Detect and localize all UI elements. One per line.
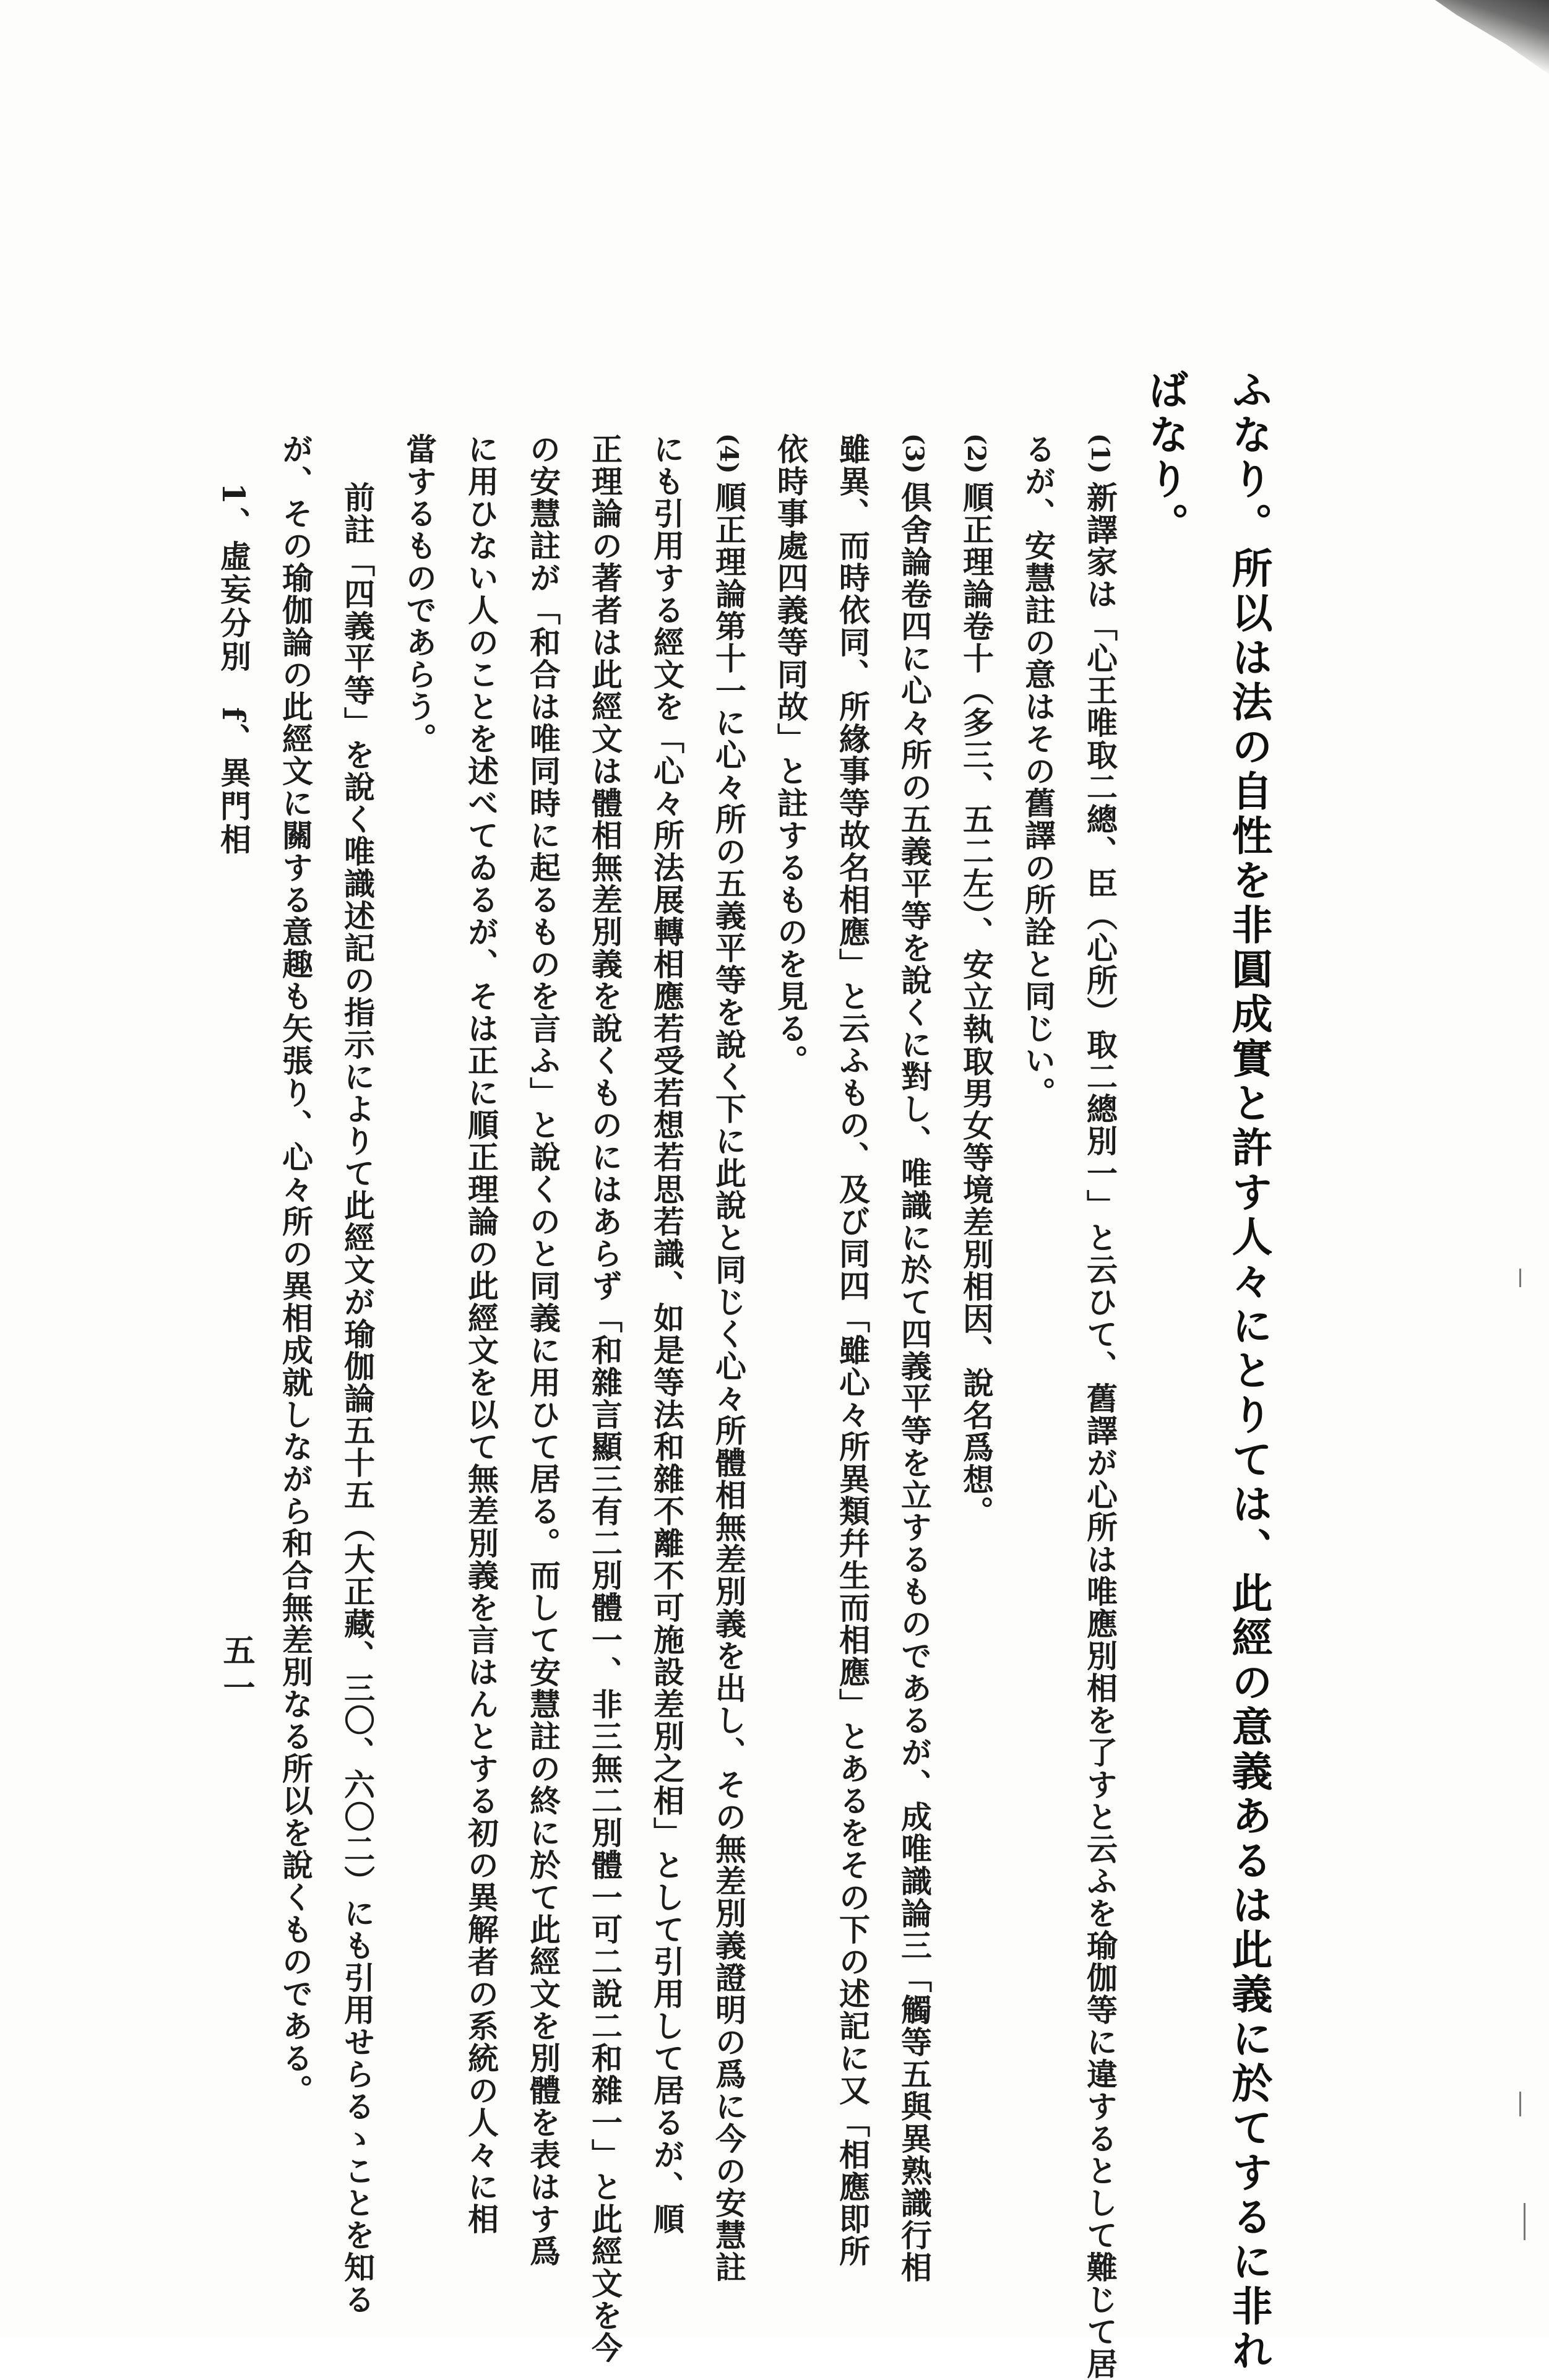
main-text-line-2: ばなり。 bbox=[1141, 369, 1189, 547]
note-1-marker: (1) bbox=[1085, 433, 1115, 474]
main-text-line-1: ふなり。所以は法の自性を非圓成實と許す人々にとりては、此經の意義あるは此義に於てするに非れ bbox=[1225, 369, 1273, 2374]
note-1-line-1: 新譯家は「心王唯取二總、臣（心所）取二總別一」と云ひて、舊譯が心所は唯應別相を了すと云ふを瑜伽等に違するとして難じて居 bbox=[1082, 481, 1118, 2380]
scan-edge-mark bbox=[1524, 2203, 1525, 2240]
note-2-line-1: 順正理論卷十（多三、五二左）、安立執取男女等境差別相因、說名爲想。 bbox=[958, 481, 995, 1528]
note-3-marker: (3) bbox=[900, 433, 929, 474]
addendum-line-2: が、その瑜伽論の此經文に關する意趣も矢張り、心々所の異相成就しながら和合無差別なる所以を說くものである。 bbox=[277, 433, 314, 2106]
running-footer: 1、虛妄分別 f、異門相 bbox=[215, 483, 252, 857]
note-4-line-6: 當するものであらう。 bbox=[401, 433, 438, 755]
note-3-line-2: 雖異、而時依同、所緣事等故名相應」と云ふもの、及び同四「雖心々所異類幷生而相應」とあるをその下の述記に又「相應即所 bbox=[834, 433, 871, 2267]
scan-edge-mark bbox=[1519, 1269, 1521, 1287]
note-4-marker: (4) bbox=[714, 433, 743, 474]
note-2-marker: (2) bbox=[962, 433, 991, 474]
note-4-line-4: の安慧註が「和合は唯同時に起るものを言ふ」と說くのと同義に用ひて居る。而して安慧註の終に於て此經文を別體を表はす爲 bbox=[525, 433, 561, 2267]
addendum-line-1: 前註「四義平等」を說く唯識述記の指示によりて此經文が瑜伽論五十五（大正藏、三〇、六〇二）にも引用せらるゝことを知る bbox=[339, 481, 376, 2316]
note-3-line-1: 倶舍論卷四に心々所の五義平等を說くに對し、唯識に於て四義平等を立するものであるが、成唯識論三「觸等五與異熟識行相 bbox=[896, 481, 933, 2283]
note-1-line-2: るが、安慧註の意はその舊譯の所詮と同じい。 bbox=[1020, 433, 1056, 1109]
note-4-line-2: にも引用する經文を「心々所法展轉相應若受若想若思若識、如是等法和雜不離不可施設差別之相」として引用して居るが、順 bbox=[649, 433, 685, 2235]
page-number: 五一 bbox=[217, 1634, 255, 1708]
note-4-line-5: に用ひない人のことを述べてゐるが、そは正に順正理論の此經文を以て無差別義を言はんとする初の異解者の系統の人々に相 bbox=[463, 433, 499, 2235]
note-4-line-3: 正理論の著者は此經文は體相無差別義を說くものにはあらず「和雜言顯三有二別體一、非三無二別體一可二說二和雜一」と此經文を今 bbox=[587, 433, 623, 2364]
note-3-line-3: 依時事處四義等同故」と註するものを見る。 bbox=[772, 433, 809, 1077]
scan-artifact bbox=[1407, 0, 1549, 74]
scan-edge-mark bbox=[1519, 2092, 1521, 2116]
note-4-line-1: 順正理論第十一に心々所の五義平等を說く下に此說と同じく心々所體相無差別義を出し、その無差別義證明の爲に今の安慧註 bbox=[710, 481, 747, 2283]
